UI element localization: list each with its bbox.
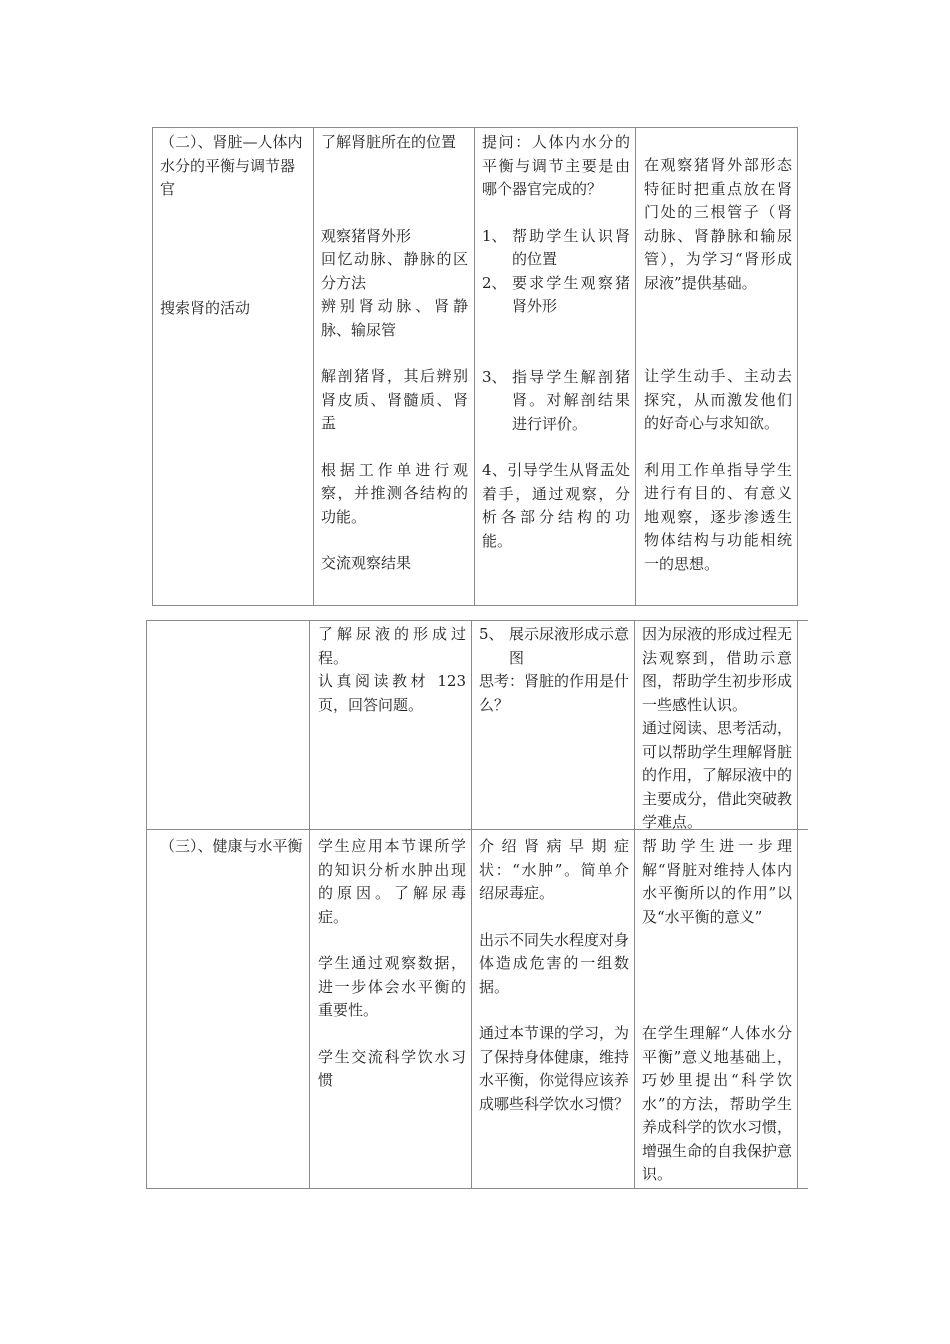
design-intent-cell: [642, 835, 792, 1187]
item-text: 帮助学生认识肾的位置: [512, 226, 630, 268]
intent-text: 在观察猪肾外部形态特征时把重点放在肾门处的三根管子（肾动脉、肾静脉和输尿管），为学习“肾形成尿液”提供基础。: [644, 156, 792, 292]
design-intent-cell: [644, 131, 792, 576]
numbered-item: [482, 366, 630, 437]
teacher-text: 通过本节课的学习，为了保持身体健康，维持水平衡，你觉得应该养成哪些科学饮水习惯？: [479, 1024, 630, 1113]
activity-text: 根据工作单进行观察，并推测各结构的功能。: [321, 460, 468, 526]
item-number: 2、: [482, 273, 507, 292]
activity-text: 了解尿液的形成过程。: [318, 625, 466, 667]
design-intent-cell: [642, 623, 792, 835]
activity-title: 搜索肾的活动: [160, 298, 251, 317]
activity-text: 回忆动脉、静脉的区分方法: [321, 250, 468, 292]
activity-text: 学生应用本节课所学的知识分析水肿出现的原因。了解尿毒症。: [318, 837, 466, 926]
teacher-text: 出示不同失水程度对身体造成危害的一组数据。: [479, 930, 630, 996]
numbered-item: [482, 225, 630, 272]
intent-text: 在学生理解“人体水分平衡”意义地基础上，巧妙里提出“科学饮水”的方法，帮助学生养成科学的饮水习惯，增强生命的自我保护意识。: [642, 1024, 793, 1183]
item-text: 展示尿液形成示意图: [509, 625, 630, 667]
intent-text: 帮助学生进一步理解“肾脏对维持人体内水平衡所以的作用”以及“水平衡的意义”: [642, 837, 792, 926]
numbered-item: [479, 623, 629, 670]
student-activity-cell: [321, 131, 468, 576]
activity-text: 学生通过观察数据，进一步体会水平衡的重要性。: [318, 954, 466, 1019]
activity-text: 辨别肾动脉、肾静脉、输尿管: [321, 297, 468, 339]
item-text: 指导学生解剖猪肾。对解剖结果进行评价。: [512, 367, 630, 433]
item-text: 4、引导学生从肾盂处着手，通过观察，分析各部分结构的功能。: [482, 461, 630, 550]
item-number: 5、: [479, 625, 504, 643]
item-number: 3、: [482, 367, 507, 386]
item-number: 1、: [482, 226, 507, 245]
student-activity-cell: [318, 835, 466, 1093]
numbered-item: [482, 272, 630, 319]
section-3-cell: [160, 835, 306, 859]
question-text: 思考：肾脏的作用是什么？: [479, 672, 630, 714]
teacher-activity-cell: [479, 835, 629, 1116]
intent-text: 利用工作单指导学生进行有目的、有意义地观察，逐步渗透生物体结构与功能相统一的思想。: [644, 460, 792, 573]
intent-text: 让学生动手、主动去探究，从而激发他们的好奇心与求知欲。: [644, 367, 792, 432]
section-2-cell: [160, 131, 308, 320]
section-3-title: （三）、健康与水平衡: [160, 837, 303, 855]
activity-text: 学生交流科学饮水习惯: [318, 1047, 466, 1089]
item-text: 要求学生观察猪肾外形: [512, 273, 630, 315]
student-activity-cell: [318, 623, 466, 717]
teacher-text: 介绍肾病早期症状：“水肿”。简单介绍尿毒症。: [479, 837, 629, 902]
activity-text: 了解肾脏所在的位置: [321, 133, 457, 151]
teacher-activity-cell: [479, 623, 629, 717]
question-text: 提问：人体内水分的平衡与调节主要是由哪个器官完成的？: [482, 133, 630, 198]
activity-text: 交流观察结果: [321, 554, 412, 572]
activity-text: 观察猪肾外形: [321, 226, 412, 245]
section-2-title: （二）、肾脏—人体内水分的平衡与调节器官: [160, 133, 303, 198]
intent-text: 因为尿液的形成过程无法观察到，借助示意图，帮助学生初步形成一些感性认识。: [642, 625, 793, 714]
teacher-activity-cell: [482, 131, 630, 553]
activity-text: 认真阅读教材 123页，回答问题。: [318, 672, 466, 714]
intent-text: 通过阅读、思考活动，可以帮助学生理解肾脏的作用，了解尿液中的主要成分，借此突破教学难点。: [642, 719, 793, 831]
activity-text: 解剖猪肾，其后辨别肾皮质、肾髓质、肾盂: [321, 367, 468, 432]
